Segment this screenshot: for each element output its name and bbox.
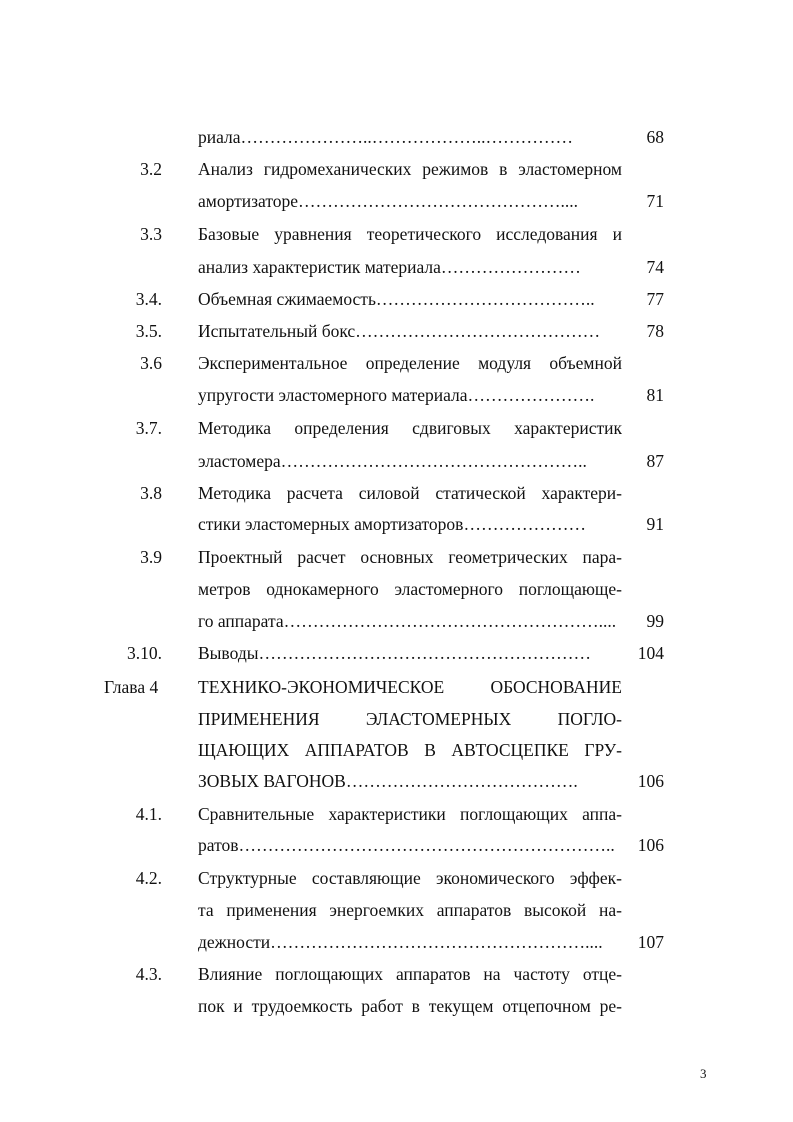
toc-number-4-3: 4.3. xyxy=(135,964,162,984)
toc-entry-3-1-tail: риала…………………..………………..…………… xyxy=(198,127,574,147)
toc-entry-3-6-line2: упругости эластомерного материала…………………. xyxy=(198,385,595,405)
toc-entry-3-4: Объемная сжимаемость……………………………….. xyxy=(198,289,595,309)
toc-chapter-4-label: Глава 4 xyxy=(104,677,159,697)
toc-page-3-5: 78 xyxy=(646,321,664,341)
toc-entry-4-3-line2: пок и трудоемкость работ в текущем отцепочном ре- xyxy=(198,996,622,1016)
toc-chapter-4-title-line3: ЩАЮЩИХ АППАРАТОВ В АВТОСЦЕПКЕ ГРУ- xyxy=(198,740,622,760)
toc-entry-3-3-line2: анализ характеристик материала…………………… xyxy=(198,257,581,277)
toc-page-3-7: 87 xyxy=(646,451,664,471)
toc-entry-4-3-line1: Влияние поглощающих аппаратов на частоту отце- xyxy=(198,964,622,984)
page-number: 3 xyxy=(700,1066,707,1081)
toc-number-4-1: 4.1. xyxy=(135,804,162,824)
toc-number-3-7: 3.7. xyxy=(135,418,162,438)
toc-entry-3-8-line1: Методика расчета силовой статической характери- xyxy=(198,483,622,503)
toc-entry-3-9-line1: Проектный расчет основных геометрических пара- xyxy=(198,547,622,567)
toc-page-3-8: 91 xyxy=(646,514,664,534)
toc-entry-4-2-line3: дежности……………………………………………….... xyxy=(198,932,603,952)
toc-page-4-1: 106 xyxy=(637,835,664,855)
toc-entry-3-8-line2: стики эластомерных амортизаторов………………… xyxy=(198,514,586,534)
toc-number-3-5: 3.5. xyxy=(135,321,162,341)
toc-number-4-2: 4.2. xyxy=(135,868,162,888)
toc-page-chapter-4: 106 xyxy=(637,771,664,791)
toc-entry-4-2-line1: Структурные составляющие экономического эффек- xyxy=(198,868,622,888)
toc-entry-4-1-line2: ратов……………………………………………………….. xyxy=(198,835,615,855)
toc-page-3-1: 68 xyxy=(646,127,664,147)
toc-entry-3-9-line3: го аппарата……………………………………………….... xyxy=(198,611,617,631)
toc-chapter-4-title-line2: ПРИМЕНЕНИЯ ЭЛАСТОМЕРНЫХ ПОГЛО- xyxy=(198,709,622,729)
toc-page-4-2: 107 xyxy=(637,932,664,952)
toc-entry-3-5: Испытательный бокс…………………………………… xyxy=(198,321,601,341)
toc-entry-3-10: Выводы………………………………………………… xyxy=(198,643,591,663)
toc-entry-3-3-line1: Базовые уравнения теоретического исследования и xyxy=(198,224,622,244)
toc-entry-3-7-line1: Методика определения сдвиговых характеристик xyxy=(198,418,622,438)
toc-entry-3-2-line1: Анализ гидромеханических режимов в эластомерном xyxy=(198,159,622,179)
toc-number-3-9: 3.9 xyxy=(140,547,162,567)
toc-entry-4-2-line2: та применения энергоемких аппаратов высокой на- xyxy=(198,900,622,920)
toc-page-3-3: 74 xyxy=(646,257,664,277)
toc-entry-4-1-line1: Сравнительные характеристики поглощающих аппа- xyxy=(198,804,622,824)
toc-number-3-10: 3.10. xyxy=(127,643,162,663)
toc-page-3-9: 99 xyxy=(646,611,664,631)
toc-entry-3-2-line2: амортизаторе……………………………………….... xyxy=(198,191,579,211)
toc-chapter-4-title-line4: ЗОВЫХ ВАГОНОВ…………………………………. xyxy=(198,771,578,791)
toc-page-3-4: 77 xyxy=(646,289,664,309)
toc-number-3-2: 3.2 xyxy=(140,159,162,179)
toc-page-3-10: 104 xyxy=(637,643,664,663)
toc-page-3-6: 81 xyxy=(646,385,664,405)
toc-number-3-6: 3.6 xyxy=(140,353,162,373)
toc-chapter-4-title-line1: ТЕХНИКО-ЭКОНОМИЧЕСКОЕ ОБОСНОВАНИЕ xyxy=(198,677,622,697)
toc-number-3-3: 3.3 xyxy=(140,224,162,244)
toc-entry-3-7-line2: эластомера…………………………………………….. xyxy=(198,451,587,471)
toc-entry-3-6-line1: Экспериментальное определение модуля объемной xyxy=(198,353,622,373)
toc-number-3-8: 3.8 xyxy=(140,483,162,503)
toc-page-3-2: 71 xyxy=(646,191,664,211)
toc-number-3-4: 3.4. xyxy=(135,289,162,309)
toc-entry-3-9-line2: метров однокамерного эластомерного поглощающе- xyxy=(198,579,622,599)
